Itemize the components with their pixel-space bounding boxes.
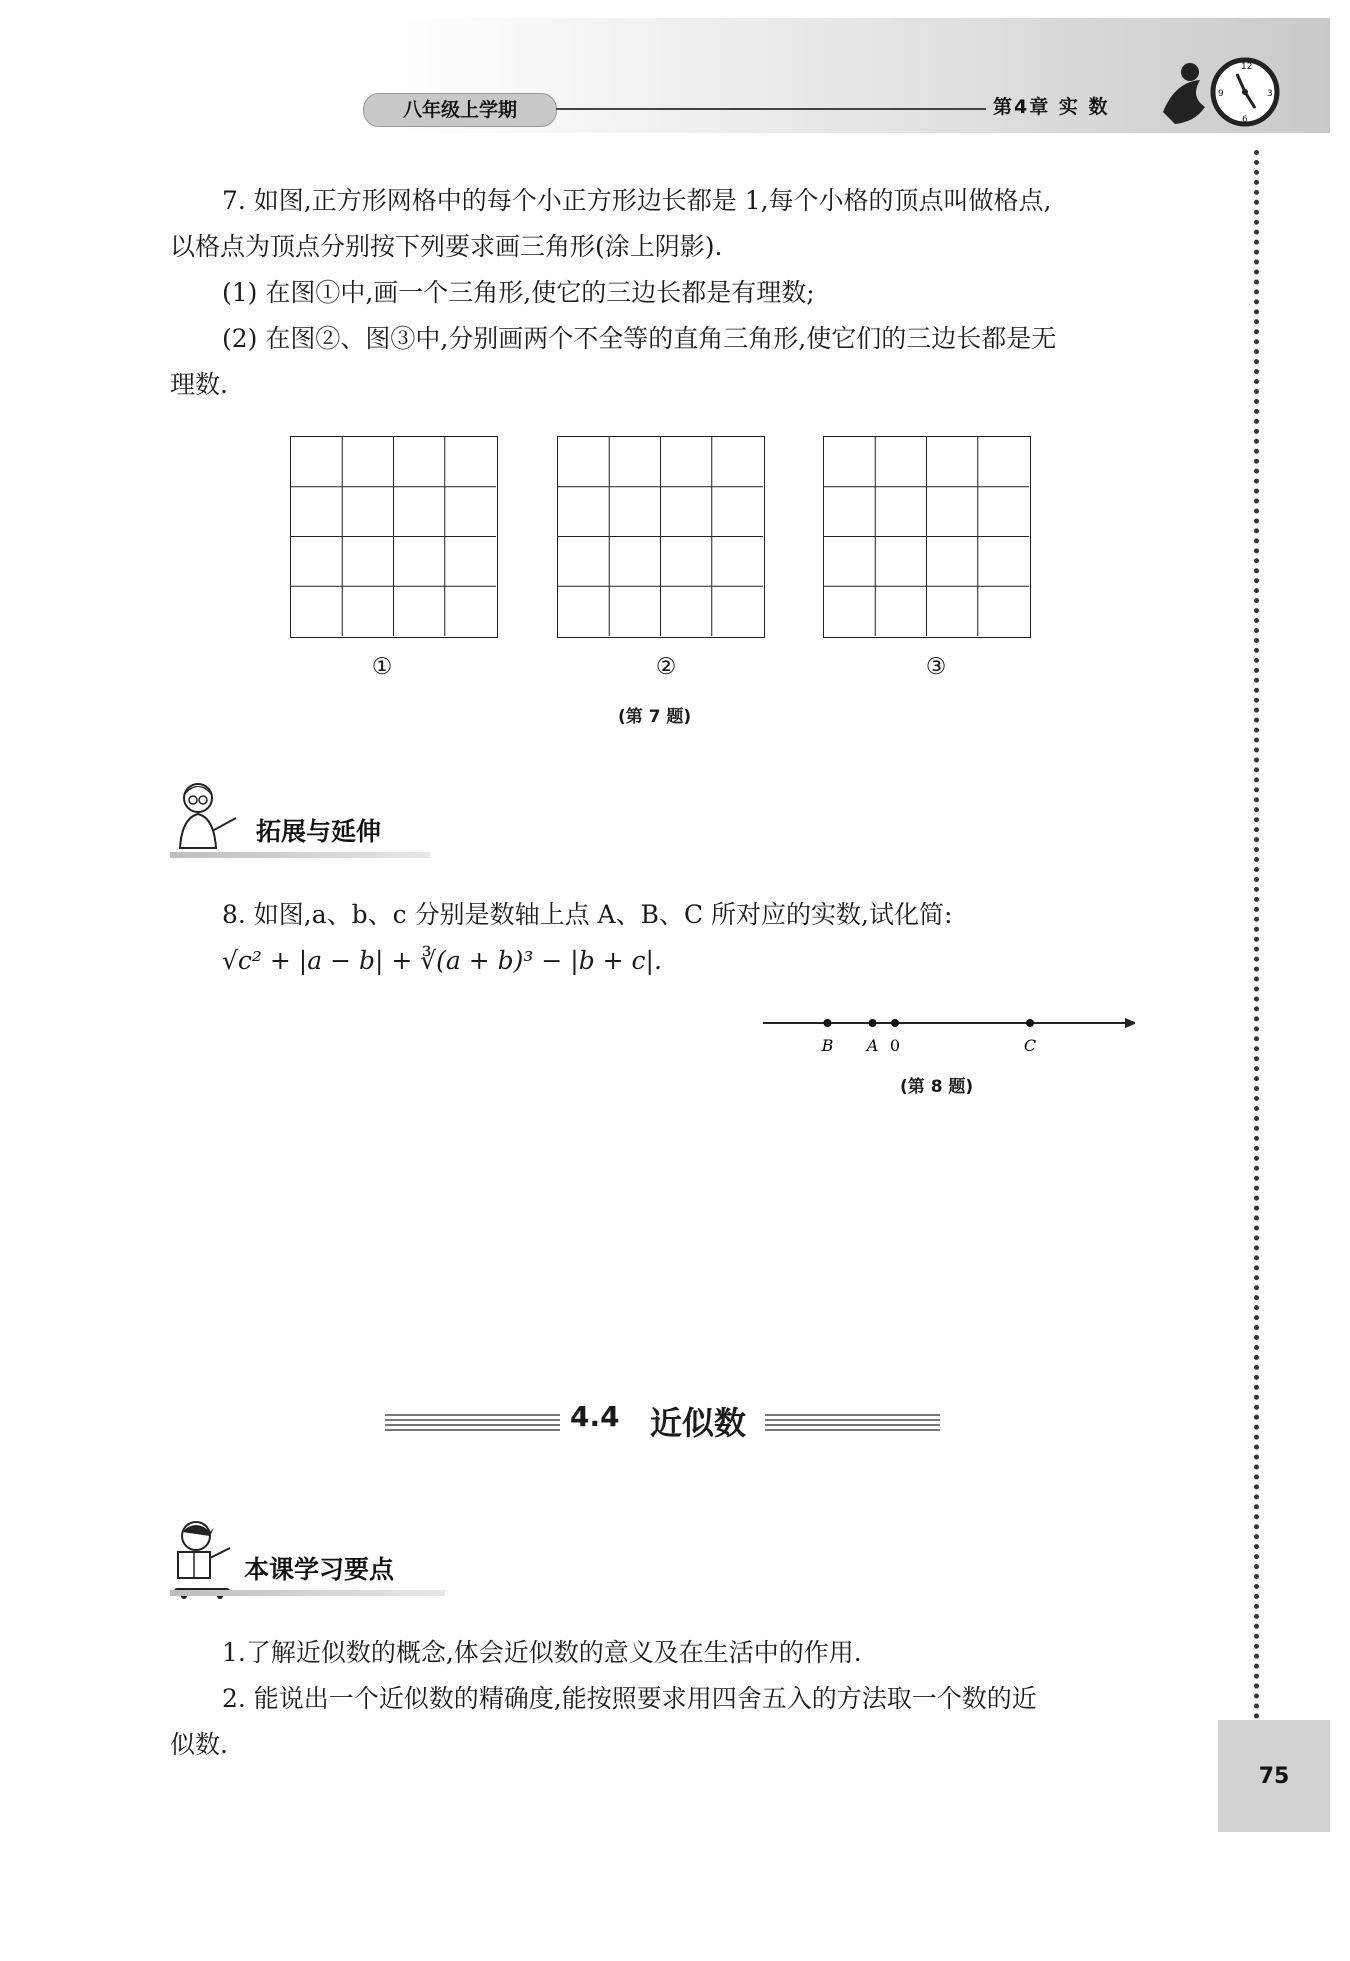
number-line-arrow [1125, 1018, 1135, 1028]
chapter-title: 第4章 实 数 [993, 96, 1110, 118]
grid-label-2: ② [655, 654, 677, 680]
number-line [755, 1005, 1135, 1065]
q8-caption: (第 8 题) [900, 1077, 974, 1097]
extend-section-title: 拓展与延伸 [256, 817, 382, 846]
q7-part1: (1) 在图①中,画一个三角形,使它的三边长都是有理数; [222, 278, 815, 307]
section-4-4-left-rule [385, 1414, 560, 1434]
axis-label-c: C [1023, 1036, 1037, 1055]
grid-label-1: ① [371, 654, 393, 680]
q7-part2b: 理数. [170, 370, 228, 399]
grid-label-3: ③ [925, 654, 947, 680]
q7-line2: 以格点为顶点分别按下列要求画三角形(涂上阴影). [170, 232, 723, 261]
section-4-4-number: 4.4 [570, 1400, 620, 1433]
q7-part2a: (2) 在图②、图③中,分别画两个不全等的直角三角形,使它们的三边长都是无 [222, 324, 1057, 353]
student-illustration-icon [170, 1518, 242, 1600]
page-number: 75 [1218, 1720, 1330, 1832]
header-rule [556, 108, 986, 110]
axis-label-a: A [866, 1036, 879, 1055]
extend-section-underline [170, 852, 430, 858]
axis-point-origin [891, 1019, 899, 1027]
section-4-4-right-rule [765, 1414, 940, 1434]
svg-text:3: 3 [1267, 89, 1273, 99]
svg-text:6: 6 [1242, 115, 1248, 125]
grid-figure-1[interactable] [290, 436, 498, 638]
axis-point-c [1026, 1019, 1034, 1027]
q7-caption: (第 7 题) [618, 707, 692, 727]
keypoint-item-2a: 2. 能说出一个近似数的精确度,能按照要求用四舍五入的方法取一个数的近 [222, 1684, 1037, 1713]
keypoints-section-underline [170, 1590, 445, 1596]
axis-label-b: B [821, 1036, 834, 1055]
grade-label: 八年级上学期 [363, 93, 557, 127]
teacher-illustration-icon [170, 778, 240, 850]
svg-text:9: 9 [1218, 89, 1224, 99]
keypoint-item-1: 1.了解近似数的概念,体会近似数的意义及在生活中的作用. [222, 1638, 862, 1667]
keypoints-section-title: 本课学习要点 [244, 1555, 395, 1584]
axis-point-b [824, 1019, 832, 1027]
margin-dotted-rule [1254, 150, 1259, 1720]
axis-label-origin: 0 [889, 1036, 901, 1055]
keypoint-item-2b: 似数. [170, 1730, 228, 1759]
section-4-4-title: 近似数 [650, 1404, 747, 1442]
grid-figure-2[interactable] [557, 436, 765, 638]
q7-line1: 7. 如图,正方形网格中的每个小正方形边长都是 1,每个小格的顶点叫做格点, [222, 186, 1052, 215]
axis-point-a [869, 1019, 877, 1027]
compass-runner-icon [1155, 52, 1285, 132]
q8-line1: 8. 如图,a、b、c 分别是数轴上点 A、B、C 所对应的实数,试化简: [222, 900, 953, 929]
grid-figure-3[interactable] [823, 436, 1031, 638]
svg-text:12: 12 [1241, 62, 1253, 72]
q8-expression: √c² + |a − b| + ∛(a + b)³ − |b + c|. [222, 946, 662, 975]
